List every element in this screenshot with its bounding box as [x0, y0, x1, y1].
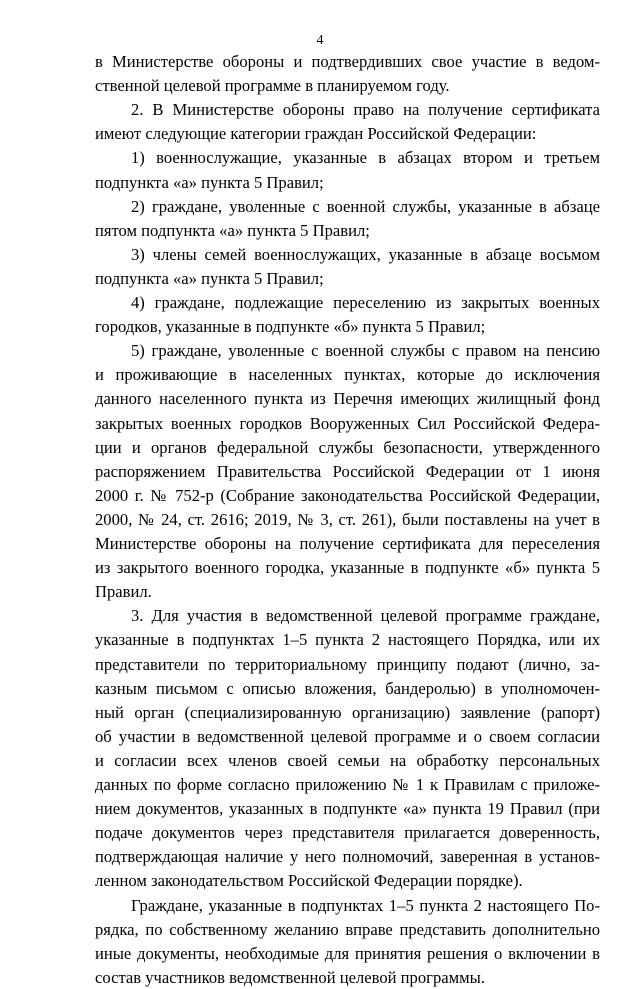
text-line: из закрытого военного городка, указанные в подпункте «б» пункта 5 [95, 558, 600, 578]
text-line: подпункта «а» пункта 5 Правил; [95, 268, 324, 288]
page-number: 4 [316, 33, 324, 48]
text-line: представители по территориальному принципу подают (лично, за- [95, 654, 600, 674]
text-line: 2000 г. № 752-р (Собрание законодательства Российской Федерации, [95, 485, 600, 505]
text-line: 5) граждане, уволенные с военной службы с правом на пенсию [131, 341, 600, 361]
text-line: данных по форме согласно приложению № 1 к Правилам с приложе- [95, 775, 600, 794]
text-line: указанные в подпунктах 1–5 пункта 2 настоящего Порядка, или их [95, 630, 600, 650]
text-line: 4) граждане, подлежащие переселению из закрытых военных [131, 293, 600, 312]
text-line: Граждане, указанные в подпунктах 1–5 пункта 2 настоящего По- [131, 895, 600, 915]
text-line: ственной целевой программе в планируемом году. [95, 76, 450, 96]
text-line: состав участников ведомственной целевой программы. [95, 967, 485, 987]
text-line: 3. Для участия в ведомственной целевой программе граждане, [131, 606, 600, 626]
text-line: подаче документов через представителя прилагается доверенность, [95, 823, 600, 843]
text-line: в Министерстве обороны и подтвердивших свое участие в ведом- [95, 52, 600, 71]
text-line: 2. В Министерстве обороны право на получение сертификата [131, 100, 600, 120]
text-line: имеют следующие категории граждан Российской Федерации: [95, 124, 537, 144]
text-line: пятом подпункта «а» пункта 5 Правил; [95, 220, 370, 240]
text-line: рядка, по собственному желанию вправе представить дополнительно [95, 919, 600, 939]
text-line: городков, указанные в подпункте «б» пункта 5 Правил; [95, 317, 486, 337]
text-line: 2) граждане, уволенные с военной службы, указанные в абзаце [131, 196, 600, 216]
text-line: Министерстве обороны на получение сертификата для переселения [95, 534, 600, 553]
text-line: ный орган (специализированную организацию) заявление (рапорт) [95, 702, 600, 722]
text-line: об участии в ведомственной целевой программе и о своем согласии [95, 726, 600, 746]
text-line: подтверждающая наличие у него полномочий, заверенная в установ- [95, 847, 600, 867]
text-line: ции и органов федеральной службы безопасности, утвержденного [95, 437, 600, 457]
text-line: иные документы, необходимые для принятия решения о включении в [95, 943, 600, 963]
text-line: нием документов, указанных в подпункте «а» пункта 19 Правил (при [95, 799, 600, 819]
text-line: ленном законодательством Российской Федерации порядке). [95, 871, 523, 891]
text-line: 1) военнослужащие, указанные в абзацах втором и третьем [131, 148, 600, 168]
text-line: казным письмом с описью вложения, бандеролью) в уполномочен- [95, 678, 600, 698]
text-line: 3) члены семей военнослужащих, указанные в абзаце восьмом [131, 244, 600, 264]
text-line: данного населенного пункта из Перечня имеющих жилищный фонд [95, 389, 600, 409]
text-line: распоряжением Правительства Российской Федерации от 1 июня [95, 461, 600, 481]
text-line: и проживающие в населенных пунктах, которые до исключения [95, 365, 600, 385]
text-line: подпункта «а» пункта 5 Правил; [95, 172, 324, 192]
text-line: закрытых военных городков Вооруженных Сил Российской Федера- [95, 413, 600, 433]
text-line: 2000, № 24, ст. 2616; 2019, № 3, ст. 261), были поставлены на учет в [95, 509, 600, 529]
text-line: и согласии всех членов своей семьи на обработку персональных [95, 750, 600, 770]
text-line: Правил. [95, 582, 152, 602]
